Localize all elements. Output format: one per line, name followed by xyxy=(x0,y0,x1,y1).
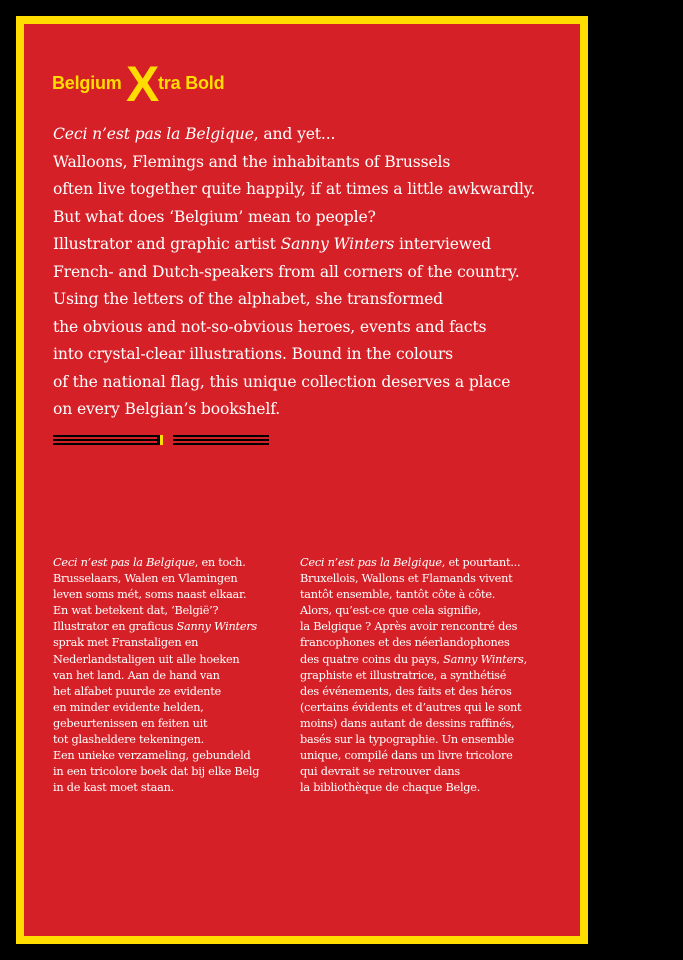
divider-stripe xyxy=(53,443,158,445)
text-segment: des événements, des faits et des héros xyxy=(300,684,512,698)
text-segment: en minder evidente helden, xyxy=(53,700,204,714)
text-line xyxy=(53,716,278,732)
italic-text: Sanny Winters xyxy=(443,652,524,666)
text-segment: Illustrator and graphic artist xyxy=(53,235,281,253)
text-line xyxy=(53,748,278,764)
text-line xyxy=(300,635,525,651)
text-segment: sprak met Franstaligen en xyxy=(53,636,199,650)
text-line xyxy=(53,668,278,684)
italic-text: Sanny Winters xyxy=(176,620,257,634)
text-segment: qui devrait se retrouver dans xyxy=(300,765,460,779)
text-segment: Nederlandstaligen uit alle hoeken xyxy=(53,652,240,666)
text-segment: van het land. Aan de hand van xyxy=(53,668,220,682)
french-blurb xyxy=(300,555,525,796)
text-segment: in de kast moet staan. xyxy=(53,781,174,795)
text-segment: leven soms mét, soms naast elkaar. xyxy=(53,588,247,602)
text-line xyxy=(300,732,525,748)
text-line xyxy=(53,652,278,668)
text-segment: gebeurtenissen en feiten uit xyxy=(53,716,208,730)
text-segment: Illustrator en graficus xyxy=(53,620,177,634)
text-segment: (certains évidents et d’autres qui le sont xyxy=(300,700,522,714)
text-segment: des quatre coins du pays, xyxy=(300,652,444,666)
text-line xyxy=(53,764,278,780)
text-segment: Using the letters of the alphabet, she transformed xyxy=(53,290,444,308)
text-line xyxy=(300,619,525,635)
text-line xyxy=(300,684,525,700)
text-segment: basés sur la typographie. Un ensemble xyxy=(300,733,514,747)
text-line xyxy=(53,176,573,204)
text-segment: , and yet... xyxy=(253,125,336,143)
text-segment: , et pourtant... xyxy=(441,556,521,569)
text-line xyxy=(53,204,573,232)
text-segment: But what does ‘Belgium’ mean to people? xyxy=(53,207,376,226)
text-line xyxy=(300,764,525,780)
text-segment: Walloons, Flemings and the inhabitants of Brussels xyxy=(53,152,451,171)
text-line xyxy=(300,748,525,764)
text-line xyxy=(53,619,278,635)
text-line xyxy=(53,396,573,424)
italic-text: Ceci n’est pas la Belgique xyxy=(53,125,254,143)
text-line xyxy=(53,603,278,619)
text-segment: Bruxellois, Wallons et Flamands vivent xyxy=(300,572,513,586)
text-line xyxy=(53,259,573,287)
text-line xyxy=(300,571,525,587)
text-line xyxy=(53,231,573,259)
text-segment: tantôt ensemble, tantôt côte à côte. xyxy=(300,588,496,602)
text-line xyxy=(53,780,278,796)
dutch-blurb xyxy=(53,555,278,796)
text-line xyxy=(53,684,278,700)
flag-red-band xyxy=(163,435,166,445)
text-segment: Een unieke verzameling, gebundeld xyxy=(53,749,251,763)
text-line xyxy=(300,603,525,619)
text-line xyxy=(53,587,278,603)
text-segment: on every Belgian’s bookshelf. xyxy=(53,400,281,418)
text-line xyxy=(53,700,278,716)
divider-stripe xyxy=(173,443,269,445)
text-segment: het alfabet puurde ze evidente xyxy=(53,684,221,698)
text-segment: tot glasheldere tekeningen. xyxy=(53,733,204,747)
logo-word-tra-bold: tra Bold xyxy=(158,73,225,93)
text-segment: of the national flag, this unique collection deserves a place xyxy=(53,372,511,391)
text-line xyxy=(300,555,525,571)
italic-text: Ceci n’est pas la Belgique xyxy=(300,556,442,569)
text-segment: in een tricolore boek dat bij elke Belg xyxy=(53,765,260,779)
text-line xyxy=(53,732,278,748)
text-line xyxy=(53,149,573,177)
text-segment: , xyxy=(523,652,527,666)
text-line xyxy=(300,587,525,603)
text-segment: Alors, qu’est-ce que cela signifie, xyxy=(300,604,482,618)
text-line xyxy=(300,700,525,716)
logo-big-x: X xyxy=(126,56,158,112)
italic-text: Sanny Winters xyxy=(280,235,395,253)
text-segment: interviewed xyxy=(394,235,491,253)
text-line xyxy=(53,635,278,651)
divider-stripe xyxy=(53,439,158,441)
divider-stripe xyxy=(53,435,158,437)
text-segment: la Belgique ? Après avoir rencontré des xyxy=(300,620,518,634)
text-line xyxy=(300,668,525,684)
text-line xyxy=(53,555,278,571)
flag-divider xyxy=(53,434,269,446)
text-line xyxy=(53,121,573,149)
text-line xyxy=(300,652,525,668)
text-segment: graphiste et illustratrice, a synthétisé xyxy=(300,668,507,682)
italic-text: Ceci n’est pas la Belgique xyxy=(53,556,195,569)
text-segment: unique, compilé dans un livre tricolore xyxy=(300,749,513,763)
text-segment: the obvious and not-so-obvious heroes, events and facts xyxy=(53,317,487,336)
text-segment: la bibliothèque de chaque Belge. xyxy=(300,781,481,795)
text-line xyxy=(53,286,573,314)
text-segment: En wat betekent dat, ‘België’? xyxy=(53,604,219,618)
text-segment: Brusselaars, Walen en Vlamingen xyxy=(53,572,238,586)
english-blurb xyxy=(53,121,573,424)
text-line xyxy=(300,716,525,732)
text-segment: , en toch. xyxy=(194,556,246,569)
text-segment: French- and Dutch-speakers from all corners of the country. xyxy=(53,262,520,281)
text-segment: often live together quite happily, if at times a little awkwardly. xyxy=(53,180,536,198)
book-cover xyxy=(16,16,588,944)
text-segment: into crystal-clear illustrations. Bound in the colours xyxy=(53,345,453,363)
logo-word-belgium: Belgium xyxy=(52,73,122,93)
text-line xyxy=(53,341,573,369)
text-segment: moins) dans autant de dessins raffinés, xyxy=(300,716,515,730)
divider-stripe xyxy=(173,435,269,437)
text-segment: francophones et des néerlandophones xyxy=(300,636,510,650)
text-line xyxy=(53,571,278,587)
text-line xyxy=(300,780,525,796)
text-line xyxy=(53,369,573,397)
text-line xyxy=(53,314,573,342)
divider-stripe xyxy=(173,439,269,441)
